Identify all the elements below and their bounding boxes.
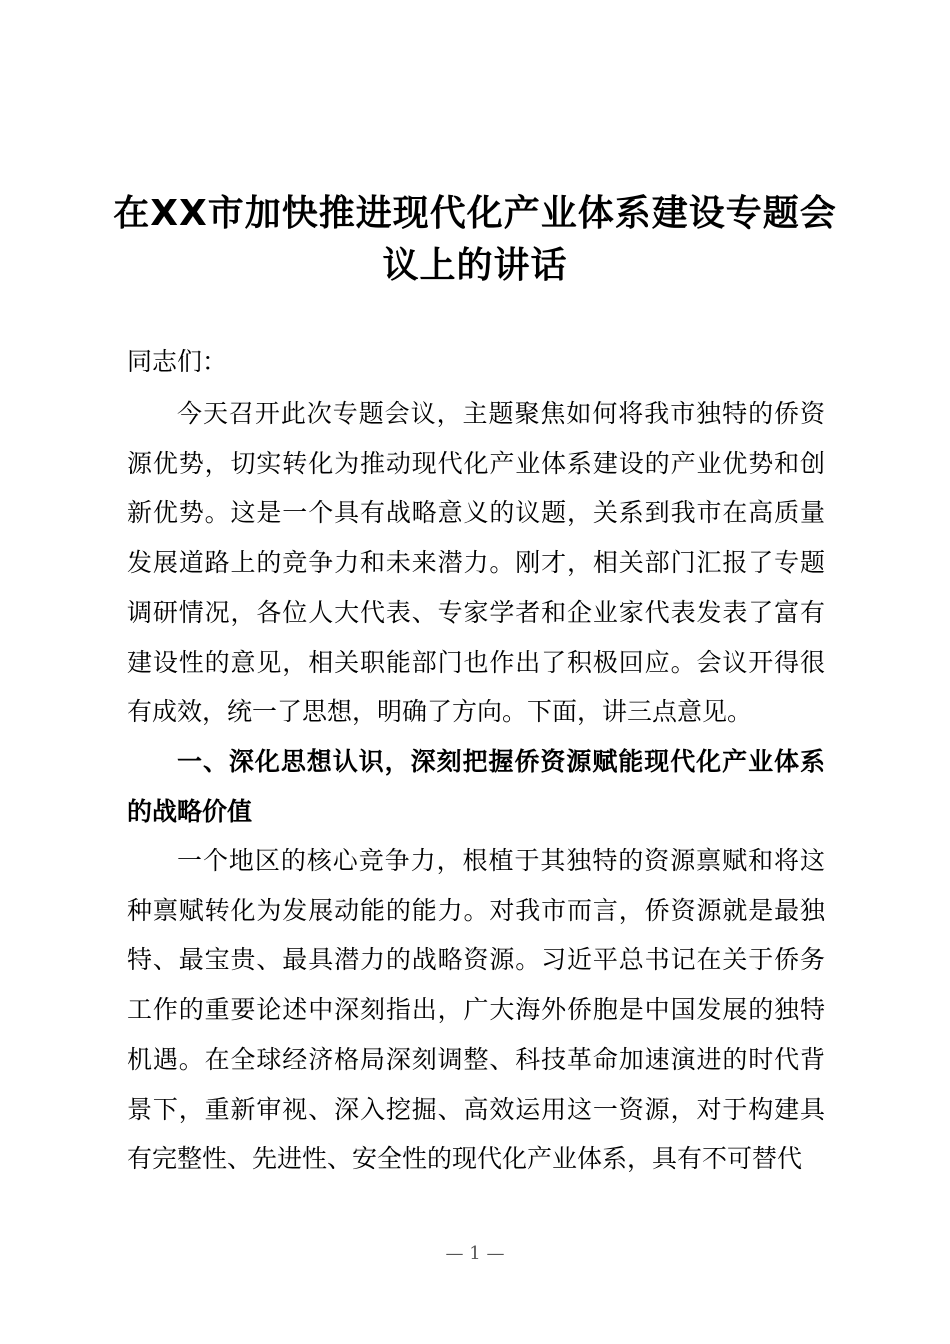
salutation: 同志们： <box>127 347 228 376</box>
document-title: 在XX市加快推进现代化产业体系建设专题会议上的讲话 <box>113 193 837 286</box>
intro-paragraph: 今天召开此次专题会议，主题聚焦如何将我市独特的侨资源优势，切实转化为推动现代化产业体系建设的产业优势和创新优势。这是一个具有战略意义的议题，关系到我市在高质量发展道路上的竞争力和未来潜力。刚才，相关部门汇报了专题调研情况，各位人大代表、专家学者和企业家代表发表了富有建设性的意见，相关职能部门也作出了积极回应。会议开得很有成效，统一了思想，明确了方向。下面，讲三点意见。 <box>127 399 825 727</box>
section-1-paragraph: 一个地区的核心竞争力，根植于其独特的资源禀赋和将这种禀赋转化为发展动能的能力。对我市而言，侨资源就是最独特、最宝贵、最具潜力的战略资源。习近平总书记在关于侨务工作的重要论述中深刻指出，广大海外侨胞是中国发展的独特机遇。在全球经济格局深刻调整、科技革命加速演进的时代背景下，重新审视、深入挖掘、高效运用这一资源，对于构建具有完整性、先进性、安全性的现代化产业体系，具有不可替代 <box>127 846 825 1174</box>
section-heading-1: 一、深化思想认识，深刻把握侨资源赋能现代化产业体系的战略价值 <box>127 747 825 826</box>
page-number: — 1 — <box>445 1243 505 1264</box>
